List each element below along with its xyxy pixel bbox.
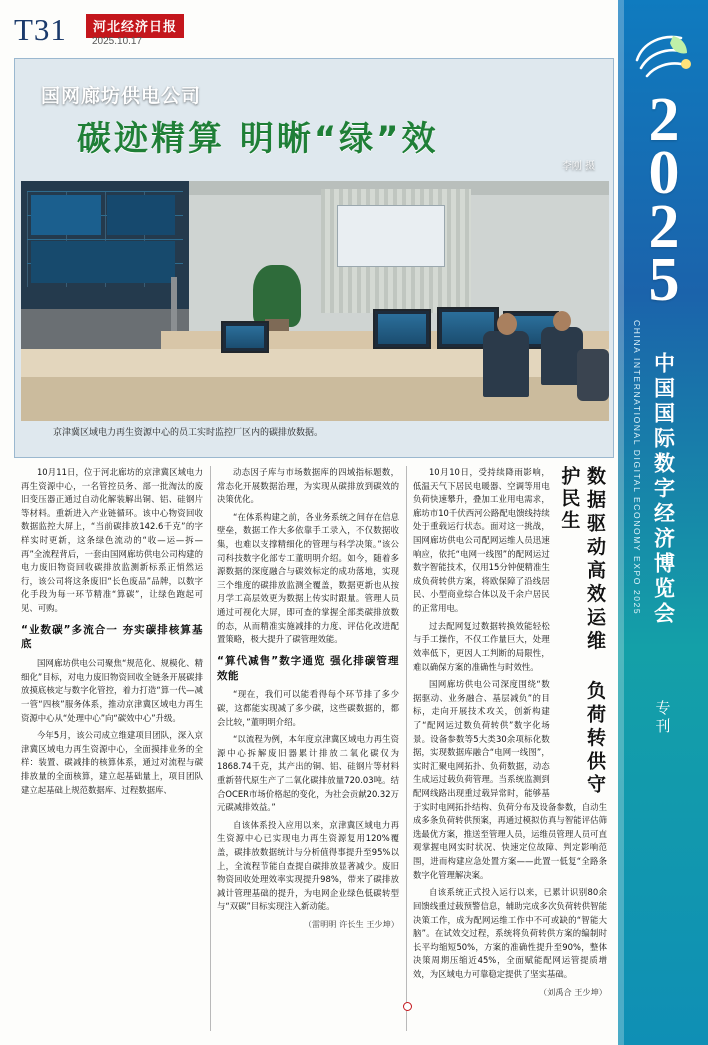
paragraph: 国网廊坊供电公司聚焦“规范化、规模化、精细化”目标，对电力废旧物资回收全链条开展碳排放摸底核定与数字化管控，着力打造“算一代—减一管“四核”服务体系，推动京津冀区域电力再生资源中心从“处理中心”向“碳效中心”升级。 <box>21 658 203 723</box>
article-credit: （刘禹合 王少坤） <box>538 986 607 997</box>
paragraph: “以流程为例，本年度京津冀区域电力再生资源中心拆解废旧器累计排放二氧化碳仅为1868.74千克，其产出的铜、铝、硅钢片等材料重新替代原生产了二氧化碳排放量720.03吨。结合OCER市场价格起的变化，为社会贡献20.32万元碳减排效益。” <box>217 734 399 813</box>
paragraph: 今年5月，该公司成立维建项目团队，深入京津冀区域电力再生资源中心，全面摸排业务的全样：装置、碳减排的核算体系，通过对流程与碳排放量的全面核算，建立起基础量上，项目团队建立起基础上规范数据库、过程数据库、 <box>21 730 203 795</box>
expo-year-d4: 5 <box>648 245 678 314</box>
expo-year-d1: 2 <box>648 86 678 154</box>
section-heading: “业数碳”多流合一 夯实碳排核算基底 <box>21 623 203 651</box>
paragraph: 自该系统正式投入运行以来，已累计识别80余回馈线重过载预警信息，辅助完成多次负荷转供智能决策工作，成为配网运维工作中不可或缺的“智能大脑”。在试效交过程，系统将负荷转供方案的编制时长平均缩短50%，方案的准确性提升至90%，整体决策周期压缩近45%，全面赋能配网运管提质增效，为区域电力可靠稳定提供了坚实基础。 <box>413 887 607 979</box>
paragraph: 10月11日，位于河北廊坊的京津冀区域电力再生资源中心，一名管控员务、部一批淘汰的废旧变压器正通过自动化解装解出铜、铝、硅钢片等材料。重新进入产业链循环。该中心物资回收数据监控大屏上，“当前碳排放142.6千克”的字样实时更新，这条绿色流动的“收—运—拆—再”全流程背后，一套由国网廊坊供电公司构建的电力废旧物资回收碳排放监测新标系正悄然运行，该公司将这条废旧“长色废品”品牌，以数字化手段为每一环节精准“算碳”，让绿色跑起可见、可购。 <box>21 467 203 614</box>
expo-title-cn: 中国国际数字经济博览会 <box>651 352 676 627</box>
expo-special-label: 专刊 <box>653 700 672 736</box>
paragraph: 自该体系投入应用以来，京津冀区域电力再生资源中心已实现电力再生资源复用120%覆盖，碳排放数据统计与分析值得事提升至95%以上，全流程节能自查提自碳排放显著减少。废旧物资回收处理效率实现提升98%，带来了碳排放减计管理基础的提升，为电网企业绿色低碳转型与“双碳”目标实现注入新动能。 <box>217 819 399 912</box>
expo-title-en: CHINA INTERNATIONAL DIGITAL ECONOMY EXPO 2025 <box>632 320 642 616</box>
paragraph: 过去配网复过数据转换效能轻松与手工操作，不仅工作量巨大，处理效率低下，更因人工判断的局限性，难以确保方案的准确性与时效性。 <box>413 620 550 672</box>
column-3 <box>406 466 614 1031</box>
paper-name: 河北经济日报 <box>86 14 184 38</box>
paragraph: “在体系构建之前，各业务系统之间存在信息壁垒，数据工作大多依靠手工录入，不仅数据收集，也难以支撑精细化的管理与科学决策。”该公司科技数字化部专工董明明介绍。如今，随着多源数据的深度融合与碳效标定的成功落地，实现三个维度的碳排放监测全覆盖，数据更新也从按月学工高层效更为数据上传实时跟量。管理人员通过可视化大屏，即可查的掌握全部类碳排放数的态，从而精准实施减排的力度、评估化改进配置策略，极大提升了碳管理效能。 <box>217 511 399 645</box>
expo-logo <box>629 26 697 88</box>
photo-byline: 李刚 摄 <box>561 161 595 172</box>
expo-year <box>620 86 706 314</box>
hero-headline: 碳迹精算 明晰“绿”效 <box>77 119 439 159</box>
issue-date: 2025.10.17 <box>92 36 143 47</box>
column-2 <box>210 466 406 1031</box>
section-heading: “算代减售”数字通览 强化排碳管理效能 <box>217 654 399 682</box>
expo-year-d3: 2 <box>648 192 678 261</box>
hero-subhead: 国网廊坊供电公司 <box>41 85 202 107</box>
paragraph: 10月10日，受持续降雨影响，低温天气下居民电暖器、空调等用电负荷快速攀升，叠加工业用电需求，廊坊市10千伏西河公路配电馈线持续处于重载运行状态。面对这一挑战，国网廊坊供电公司配网运维人员迅速响应，依托“电网一线图”的配网运过数字智能技术，仅用15分钟便精准生成负荷转供方案，将欧保障了沿线居民、小型商业综合体以及千余户居民的正常用电。 <box>413 467 550 614</box>
masthead <box>0 0 708 56</box>
secondary-headline: 数据驱动高效运维 负荷转供守护民生 <box>558 466 606 796</box>
photo-caption: 京津冀区域电力再生资源中心的员工实时监控厂区内的碳排放数据。 <box>53 428 324 438</box>
hero-title-zone <box>15 63 614 181</box>
column-1 <box>14 466 210 1031</box>
paragraph: “现在，我们可以能看得每个环节排了多少碳，这都能实现减了多少碳，这些碳数据的，都会比较，”董明明介绍。 <box>217 689 399 727</box>
page-folio: T31 <box>14 12 67 47</box>
expo-year-d2: 0 <box>648 139 678 208</box>
control-room-photo <box>21 181 609 421</box>
page-content <box>14 58 614 1033</box>
article-credit: （雷明明 许长生 王少坤） <box>303 919 399 930</box>
hero-block <box>14 58 614 458</box>
expo-side-banner <box>618 0 708 1045</box>
paragraph: 国网廊坊供电公司深度围绕“数据驱动、业务融合、基层减负”的目标，走向开展技术攻关，创新构建了“配网运过数负荷转供”数字化场景。设备参数等5大类30余项标化数据，实现数据库融合“电网一线图”，实时汇聚电网拓扑、负荷数据，动态生成运过载负荷管理。当系统监测到配网线路出现重过载异常时，能够基于实时电网拓扑结构、负荷分布及设备参数，自动生成多条负荷转供预案，再通过模拟仿真与智能评估筛选最优方案，推送至管理人员，运维员管理人员可直观掌握电网实时状况、快速定位故障、判定影响范围，进而构建应急处置方案——此置一低复“全路条数字化管理解决案。 <box>413 679 607 880</box>
article-columns <box>14 466 614 1031</box>
paragraph: 动态因子库与市场数据库的四域指标题数，常态化开展数据治理，为实现从碳排放到碳效的决策优化。 <box>217 467 399 505</box>
